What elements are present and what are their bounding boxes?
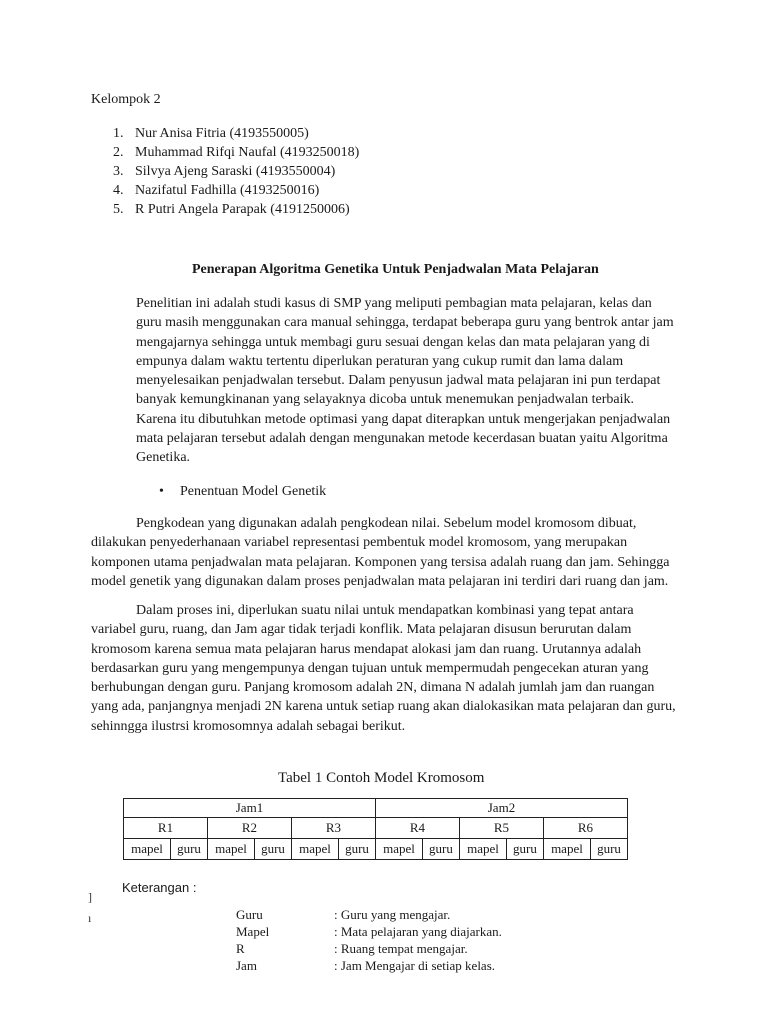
list-item	[113, 124, 359, 143]
legend-heading: Keterangan :	[122, 880, 197, 895]
list-item	[113, 143, 359, 162]
list-number: 4.	[113, 183, 124, 198]
room-cell: R2	[207, 818, 291, 839]
guru-cell: guru	[423, 839, 460, 860]
legend-desc: : Mata pelajaran yang diajarkan.	[334, 924, 502, 939]
section-bullet	[159, 484, 326, 500]
paragraph-encoding: Pengkodean yang digunakan adalah pengkodean nilai. Sebelum model kromosom dibuat, dilakukan penyederhanaan variabel representasi pembentuk model kromosom, yang merupakan komponen utama penjadwalan mata pelajaran. Komponen yang tersisa adalah ruang dan jam. Sehingga model genetik yang digunakan dalam proses penjadwalan mata pelajaran ini terdiri dari ruang dan jam.	[91, 516, 670, 589]
margin-mark: ı	[88, 911, 92, 925]
jam-header: Jam1	[124, 799, 376, 818]
group-label: Kelompok 2	[91, 92, 161, 107]
mapel-cell: mapel	[207, 839, 254, 860]
guru-cell: guru	[255, 839, 292, 860]
member-name: Nazifatul Fadhilla (4193250016)	[135, 183, 320, 198]
list-number: 1.	[113, 126, 124, 141]
member-name: Muhammad Rifqi Naufal (4193250018)	[135, 145, 360, 160]
paragraph-chromosome: Dalam proses ini, diperlukan suatu nilai untuk mendapatkan kombinasi yang tepat antara variabel guru, ruang, dan Jam agar tidak terjadi konflik. Mata pelajaran disusun berurutan dalam kromosom karena semua mata pelajaran harus mendapat alokasi jam dan ruang. Urutannya adalah berdasarkan guru yang mengempunya dengan tujuan untuk mempermudah pengecekan aturan yang berhubungan dengan guru. Panjang kromosom adalah 2N, dimana N adalah jumlah jam dan ruangan yang ada, panjangnya menjadi 2N karena untuk setiap ruang akan dialokasikan mata pelajaran dan guru, sehinngga ilustrsi kromosomnya adalah sebagai berikut.	[91, 603, 676, 734]
intro-paragraph: Penelitian ini adalah studi kasus di SMP yang meliputi pembagian mata pelajaran, kelas dan guru masih menggunakan cara manual sehingga, terdapat beberapa guru yang bentrok antar jam mengajarnya sehingga untuk membagi guru sesuai dengan kelas dan mata pelajaran yang di empunya dalam waktu tertentu diperlukan peraturan yang cukup rumit dan lama dalam menyelesaikan penjadwalan tersebut. Dalam penyusun jadwal mata pelajaran ini pun terdapat banyak kemungkinanan yang selayaknya dicoba untuk menemukan penjadwalan terbaik. Karena itu dibutuhkan metode optimasi yang dapat diterapkan untuk mengerjakan penjadwalan mata pelajaran tersebut adalah dengan mengunakan metode kecerdasan buatan yaitu Algoritma Genetika.	[136, 296, 674, 466]
list-item	[113, 200, 359, 219]
member-name: R Putri Angela Parapak (4191250006)	[135, 202, 350, 217]
margin-mark: ]	[88, 890, 92, 904]
legend-desc: : Jam Mengajar di setiap kelas.	[334, 958, 496, 973]
mapel-cell: mapel	[543, 839, 590, 860]
mapel-cell: mapel	[124, 839, 171, 860]
list-number: 2.	[113, 145, 124, 160]
list-number: 5.	[113, 202, 124, 217]
table-row	[124, 818, 628, 839]
legend-desc: : Guru yang mengajar.	[334, 907, 451, 922]
section-heading: Penentuan Model Genetik	[180, 484, 327, 499]
legend-term: Jam	[236, 958, 257, 973]
guru-cell: guru	[339, 839, 376, 860]
room-cell: R5	[459, 818, 543, 839]
room-cell: R1	[124, 818, 208, 839]
mapel-cell: mapel	[375, 839, 422, 860]
mapel-cell: mapel	[291, 839, 338, 860]
room-cell: R3	[291, 818, 375, 839]
member-name: Silvya Ajeng Saraski (4193550004)	[135, 164, 336, 179]
guru-cell: guru	[171, 839, 208, 860]
legend-item	[236, 940, 502, 957]
member-list	[113, 124, 359, 219]
legend-item	[236, 957, 502, 974]
legend-term: Mapel	[236, 924, 270, 939]
table-row	[124, 839, 628, 860]
legend-item	[236, 923, 502, 940]
legend-term: Guru	[236, 907, 263, 922]
list-number: 3.	[113, 164, 124, 179]
room-cell: R4	[375, 818, 459, 839]
jam-header: Jam2	[375, 799, 627, 818]
table-row	[124, 799, 628, 818]
legend-list	[236, 906, 502, 974]
legend-term: R	[236, 941, 245, 956]
chromosome-table	[123, 798, 628, 860]
guru-cell: guru	[590, 839, 627, 860]
legend-item	[236, 906, 502, 923]
guru-cell: guru	[507, 839, 544, 860]
document-title: Penerapan Algoritma Genetika Untuk Penjadwalan Mata Pelajaran	[192, 262, 599, 277]
table-caption: Tabel 1 Contoh Model Kromosom	[278, 770, 485, 786]
list-item	[113, 181, 359, 200]
mapel-cell: mapel	[459, 839, 506, 860]
list-item	[113, 162, 359, 181]
member-name: Nur Anisa Fitria (4193550005)	[135, 126, 309, 141]
room-cell: R6	[543, 818, 627, 839]
legend-desc: : Ruang tempat mengajar.	[334, 941, 468, 956]
bullet-icon: •	[159, 484, 164, 499]
